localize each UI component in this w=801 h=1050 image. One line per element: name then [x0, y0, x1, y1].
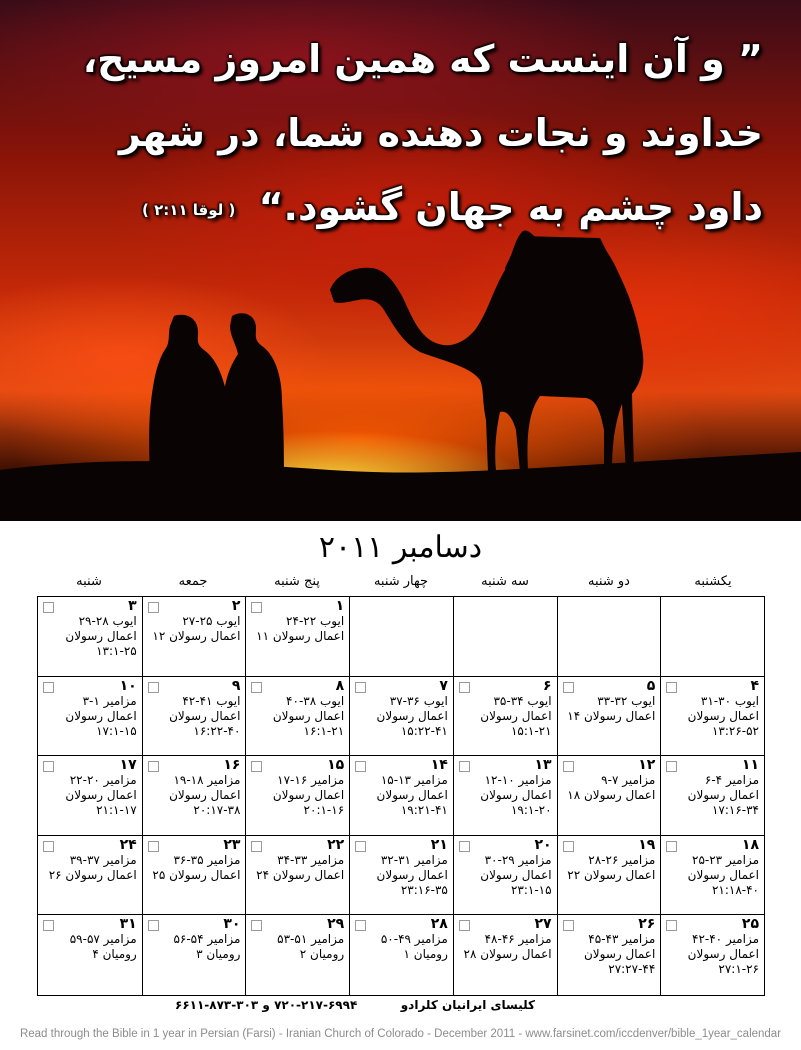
day-checkbox[interactable] [563, 682, 574, 693]
calendar-day-cell [245, 756, 349, 836]
verse-line-2: خداوند و نجات دهنده شما، در شهر [118, 111, 763, 155]
dune-horizon [0, 452, 801, 521]
reading-line: مزامیر ۴۶-۴۸ [484, 932, 552, 947]
reading-line: ایوب ۳۸-۴۰ [286, 693, 345, 708]
reading-line: اعمال رسولان [272, 708, 345, 723]
reading-line: ایوب ۲۵-۲۷ [182, 614, 241, 628]
reading-line: اعمال رسولان [480, 708, 552, 723]
reading-line: اعمال رسولان [169, 788, 241, 803]
reading-line: مزامیر ۱۸-۱۹ [173, 773, 241, 788]
reading-line: رومیان ۱ [403, 947, 448, 962]
calendar-day-cell [245, 836, 349, 916]
day-checkbox[interactable] [563, 761, 574, 772]
reading-line: اعمال رسولان [376, 867, 448, 882]
reading-line: ۱۵:۱-۲۱ [510, 723, 552, 738]
reading-line: مزامیر ۱۳-۱۵ [380, 773, 448, 788]
reading-line: ۲۷:۲۷-۴۴ [608, 962, 656, 977]
weekday-header: دو شنبه [588, 574, 630, 589]
day-number: ۲۳ [223, 836, 241, 853]
calendar-day-cell [660, 677, 764, 757]
day-checkbox[interactable] [43, 920, 54, 931]
day-number: ۳۱ [119, 916, 137, 933]
reading-line: مزامیر ۴۹-۵۰ [380, 932, 448, 947]
reading-line: ۲۰:۱-۱۶ [303, 803, 345, 818]
calendar-empty-cell [349, 597, 453, 677]
calendar-day-cell [245, 597, 349, 677]
calendar-day-cell [38, 597, 142, 677]
reading-line: مزامیر ۴-۶ [704, 773, 759, 788]
reading-line: مزامیر ۱۰-۱۲ [484, 773, 552, 788]
reading-line: اعمال رسولان ۲۸ [463, 947, 552, 962]
day-number: ۴ [750, 677, 759, 694]
reading-line: ۲۷:۱-۲۶ [718, 962, 759, 977]
day-number: ۲۷ [534, 916, 552, 933]
day-number: ۲ [231, 598, 241, 614]
calendar-day-cell [245, 915, 349, 995]
reading-line: اعمال رسولان [65, 629, 137, 643]
reading-line: مزامیر ۴۳-۴۵ [588, 932, 656, 947]
reading-line: اعمال رسولان [687, 788, 759, 803]
reading-line: ایوب ۴۱-۴۲ [182, 693, 241, 708]
calendar-day-cell [453, 756, 557, 836]
weekday-header-row [37, 570, 765, 594]
reading-line: ۱۶:۱-۲۱ [303, 723, 345, 738]
reading-line: ایوب ۳۲-۳۳ [597, 693, 656, 708]
reading-line: ایوب ۳۶-۳۷ [389, 693, 448, 708]
calendar-day-cell [349, 836, 453, 916]
day-checkbox[interactable] [355, 841, 366, 852]
reading-line: ۲۳:۱۶-۳۵ [400, 882, 448, 897]
calendar-day-cell [142, 756, 246, 836]
reading-line: اعمال رسولان ۱۸ [567, 788, 656, 803]
reading-line: ایوب ۳۰-۳۱ [700, 693, 759, 708]
day-number: ۲۴ [119, 836, 137, 853]
reading-line: مزامیر ۳۱-۳۲ [380, 852, 448, 867]
reading-line: مزامیر ۱-۳ [82, 693, 137, 708]
day-checkbox[interactable] [459, 841, 470, 852]
day-checkbox[interactable] [666, 682, 677, 693]
calendar-day-cell [557, 915, 661, 995]
calendar-day-cell [349, 677, 453, 757]
reading-line: مزامیر ۵۴-۵۶ [173, 932, 241, 947]
reading-line: ۱۹:۲۱-۴۱ [400, 803, 448, 818]
weekday-header: جمعه [178, 574, 208, 589]
day-checkbox[interactable] [43, 761, 54, 772]
calendar-day-cell [557, 677, 661, 757]
reading-line: اعمال رسولان ۱۲ [152, 629, 241, 643]
day-number: ۳ [128, 598, 137, 614]
calendar-day-cell [349, 756, 453, 836]
day-number: ۱۱ [741, 757, 759, 774]
calendar-day-cell [142, 915, 246, 995]
calendar-day-cell [142, 836, 246, 916]
day-number: ۷ [439, 677, 448, 694]
calendar-day-cell [660, 756, 764, 836]
day-number: ۶ [543, 677, 552, 694]
reading-line: اعمال رسولان ۲۶ [48, 867, 137, 882]
reading-line: اعمال رسولان [65, 788, 137, 803]
day-checkbox[interactable] [148, 920, 159, 931]
day-checkbox[interactable] [459, 761, 470, 772]
day-number: ۱۶ [223, 757, 241, 774]
calendar-day-cell [660, 915, 764, 995]
day-checkbox[interactable] [251, 761, 262, 772]
day-checkbox[interactable] [459, 682, 470, 693]
reading-line: مزامیر ۱۶-۱۷ [277, 773, 345, 788]
calendar-day-cell [557, 836, 661, 916]
reading-line: ۲۰:۱۷-۳۸ [193, 803, 241, 818]
reading-line: ایوب ۳۴-۳۵ [493, 693, 552, 708]
day-number: ۲۹ [327, 916, 345, 933]
day-checkbox[interactable] [355, 920, 366, 931]
verse-line-3: داود چشم به جهان گشود.“ [258, 185, 763, 229]
day-number: ۹ [231, 677, 241, 694]
calendar-empty-cell [453, 597, 557, 677]
reading-line: اعمال رسولان [583, 947, 656, 962]
calendar-day-cell [453, 915, 557, 995]
day-number: ۲۵ [741, 916, 759, 933]
verse-line-1: ” و آن اینست که همین امروز مسیح، [82, 37, 763, 81]
day-number: ۱۴ [430, 757, 448, 774]
reading-line: ایوب ۲۸-۲۹ [78, 614, 137, 628]
reading-line: مزامیر ۴۰-۴۲ [692, 932, 759, 947]
weekday-header: چهار شنبه [373, 574, 429, 589]
bible-verse [33, 22, 763, 247]
reading-line: ایوب ۲۲-۲۴ [286, 614, 345, 628]
day-checkbox[interactable] [148, 602, 159, 613]
calendar-day-cell [38, 915, 142, 995]
day-number: ۵ [646, 677, 656, 694]
day-checkbox[interactable] [563, 841, 574, 852]
day-number: ۱۰ [119, 677, 137, 694]
reading-line: اعمال رسولان ۱۴ [567, 708, 656, 723]
footer-note: Read through the Bible in 1 year in Persian (Farsi) - Iranian Church of Colorado - December 2011 - www.farsinet.com/iccdenver/bible_1year_calendar [19, 1028, 782, 1040]
weekday-header: یکشنبه [694, 574, 732, 589]
reading-line: اعمال رسولان ۱۱ [256, 629, 345, 643]
reading-line: ۱۷:۱-۱۵ [96, 723, 137, 738]
day-number: ۱۳ [534, 757, 552, 774]
day-checkbox[interactable] [251, 841, 262, 852]
day-number: ۱ [335, 598, 345, 614]
reading-line: ۱۶:۲۲-۴۰ [193, 723, 241, 738]
reading-line: ۲۱:۱-۱۷ [96, 803, 137, 818]
reading-line: اعمال رسولان ۲۴ [256, 867, 345, 882]
reading-line: مزامیر ۳۵-۳۶ [173, 852, 241, 867]
day-number: ۲۶ [638, 916, 656, 933]
day-checkbox[interactable] [43, 682, 54, 693]
calendar-title: دسامبر ۲۰۱۱ [318, 530, 483, 565]
reading-line: ۲۳:۱-۱۵ [510, 882, 552, 897]
calendar-day-cell [453, 677, 557, 757]
day-number: ۲۱ [430, 836, 448, 853]
reading-line: اعمال رسولان [169, 708, 241, 723]
reading-line: اعمال رسولان [376, 788, 448, 803]
day-checkbox[interactable] [251, 920, 262, 931]
reading-line: رومیان ۴ [92, 947, 137, 962]
day-checkbox[interactable] [459, 920, 470, 931]
reading-line: مزامیر ۲۶-۲۸ [588, 852, 656, 867]
day-checkbox[interactable] [355, 682, 366, 693]
calendar-day-cell [38, 677, 142, 757]
day-checkbox[interactable] [666, 761, 677, 772]
reading-line: اعمال رسولان [687, 867, 759, 882]
day-number: ۸ [335, 677, 345, 694]
day-checkbox[interactable] [355, 761, 366, 772]
reading-line: اعمال رسولان [65, 708, 137, 723]
day-checkbox[interactable] [43, 841, 54, 852]
day-checkbox[interactable] [666, 920, 677, 931]
verse-reference: ( لوقا ۲:۱۱ ) [142, 200, 236, 219]
reading-line: اعمال رسولان [687, 947, 759, 962]
calendar-day-cell [349, 915, 453, 995]
phone-numbers: ۷۲۰-۲۱۷-۶۹۹۴ و ۳۰۳-۸۷۳-۶۶۱۱ [175, 998, 358, 1012]
reading-line: ۱۷:۱۶-۳۴ [711, 803, 759, 818]
reading-line: ۱۳:۲۶-۵۲ [711, 723, 759, 738]
reading-line: اعمال رسولان ۲۲ [567, 867, 656, 882]
day-number: ۱۲ [638, 757, 656, 774]
day-checkbox[interactable] [148, 682, 159, 693]
calendar-day-cell [142, 597, 246, 677]
day-number: ۲۲ [327, 836, 345, 853]
day-checkbox[interactable] [148, 841, 159, 852]
calendar-day-cell [245, 677, 349, 757]
reading-line: مزامیر ۲۰-۲۲ [69, 773, 137, 788]
church-name: کلیسای ایرانیان کلرادو [400, 998, 535, 1012]
reading-line: مزامیر ۵۱-۵۳ [277, 932, 345, 947]
reading-line: ۱۳:۱-۲۵ [96, 644, 137, 658]
reading-line: مزامیر ۳۳-۳۴ [277, 852, 345, 867]
reading-line: اعمال رسولان [376, 708, 448, 723]
day-checkbox[interactable] [563, 920, 574, 931]
calendar-empty-cell [660, 597, 764, 677]
day-checkbox[interactable] [148, 761, 159, 772]
reading-line: اعمال رسولان [480, 867, 552, 882]
calendar-day-cell [38, 836, 142, 916]
reading-line: ۱۵:۲۲-۴۱ [400, 723, 448, 738]
calendar-day-cell [557, 756, 661, 836]
reading-line: ۱۹:۱-۲۰ [510, 803, 552, 818]
weekday-header: پنج شنبه [274, 574, 320, 589]
church-contact [0, 996, 801, 1014]
day-number: ۱۹ [638, 836, 656, 853]
day-number: ۱۸ [741, 836, 759, 853]
figure-left-silhouette [149, 315, 236, 494]
calendar-empty-cell [557, 597, 661, 677]
reading-line: مزامیر ۷-۹ [601, 773, 656, 788]
day-number: ۱۷ [119, 757, 137, 774]
calendar-day-cell [38, 756, 142, 836]
weekday-header: شنبه [76, 574, 102, 589]
reading-line: ۲۱:۱۸-۴۰ [711, 882, 759, 897]
figure-right-silhouette [224, 313, 284, 494]
camel-saddle [505, 236, 612, 384]
day-number: ۱۵ [327, 757, 345, 774]
reading-line: رومیان ۲ [299, 947, 345, 962]
calendar-day-cell [142, 677, 246, 757]
calendar-day-cell [453, 836, 557, 916]
day-checkbox[interactable] [251, 602, 262, 613]
reading-line: رومیان ۳ [196, 947, 241, 962]
weekday-header: سه شنبه [481, 574, 529, 589]
reading-line: اعمال رسولان ۲۵ [152, 867, 241, 882]
reading-line: مزامیر ۳۷-۳۹ [69, 852, 137, 867]
reading-line: اعمال رسولان [272, 788, 345, 803]
calendar-grid [37, 596, 765, 996]
reading-line: مزامیر ۵۷-۵۹ [69, 932, 137, 947]
reading-line: مزامیر ۲۳-۲۵ [692, 852, 759, 867]
calendar-day-cell [660, 836, 764, 916]
day-number: ۲۰ [534, 836, 552, 853]
reading-line: مزامیر ۲۹-۳۰ [484, 852, 552, 867]
day-number: ۲۸ [430, 916, 448, 933]
day-checkbox[interactable] [43, 602, 54, 613]
day-number: ۳۰ [223, 916, 241, 933]
reading-line: اعمال رسولان [480, 788, 552, 803]
reading-line: اعمال رسولان [687, 708, 759, 723]
day-checkbox[interactable] [666, 841, 677, 852]
day-checkbox[interactable] [251, 682, 262, 693]
banner-image [0, 0, 801, 521]
